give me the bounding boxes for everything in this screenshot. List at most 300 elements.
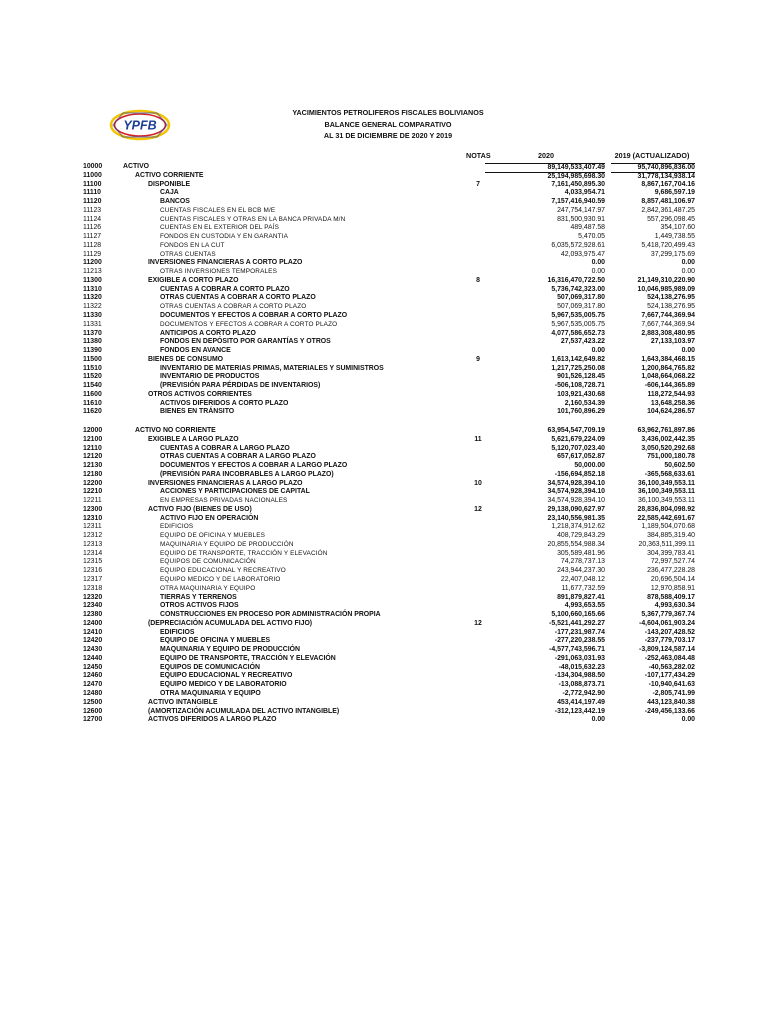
account-code: 11126 — [83, 224, 102, 232]
value-2019: -237,779,703.17 — [644, 637, 695, 645]
value-2019: -365,568,633.61 — [644, 470, 695, 478]
value-2019: 20,363,511,399.11 — [638, 540, 695, 548]
table-row — [83, 497, 695, 506]
account-description: FONDOS EN CUSTODIA Y EN GARANTIA — [160, 233, 289, 241]
value-2019: 36,100,349,553.11 — [637, 488, 695, 496]
account-description: FONDOS EN DEPÓSITO POR GARANTÍAS Y OTROS — [160, 338, 331, 346]
table-row — [83, 445, 695, 454]
account-description: CUENTAS EN EL EXTERIOR DEL PAÍS — [160, 224, 279, 232]
table-row — [83, 541, 695, 550]
account-description: EQUIPO DE TRANSPORTE, TRACCIÓN Y ELEVACIÓN — [160, 654, 336, 662]
account-code: 12420 — [83, 637, 103, 645]
value-2020: 901,526,128.45 — [557, 373, 605, 381]
table-spacer — [83, 417, 695, 427]
table-row — [83, 427, 695, 436]
account-description: (AMORTIZACIÓN ACUMULADA DEL ACTIVO INTANGIBLE) — [148, 707, 340, 715]
value-2019: -2,805,741.99 — [652, 689, 695, 697]
account-code: 12460 — [83, 672, 103, 680]
value-2019: 22,585,442,691.67 — [637, 514, 695, 522]
note-ref: 9 — [476, 355, 480, 363]
table-row — [83, 408, 695, 417]
account-code: 11300 — [83, 276, 102, 284]
account-description: INVENTARIO DE PRODUCTOS — [160, 373, 260, 381]
table-row — [83, 312, 695, 321]
account-code: 11320 — [83, 294, 102, 302]
col-header-notas: NOTAS — [466, 151, 491, 160]
account-description: OTRAS CUENTAS A COBRAR A LARGO PLAZO — [160, 453, 316, 461]
value-2020: 89,149,533,407.49 — [485, 163, 605, 173]
value-2020: -134,304,988.50 — [554, 672, 605, 680]
account-code: 11330 — [83, 312, 102, 320]
table-row — [83, 664, 695, 673]
value-2019: 31,778,134,938.14 — [611, 172, 695, 182]
value-2020: 23,140,556,981.35 — [547, 514, 605, 522]
value-2020: 891,879,827.41 — [557, 593, 605, 601]
col-header-2020: 2020 — [538, 151, 554, 160]
account-description: INVENTARIO DE MATERIAS PRIMAS, MATERIALES Y SUMINISTROS — [160, 364, 384, 372]
account-description: OTROS ACTIVOS CORRIENTES — [148, 390, 252, 398]
value-2019: 3,436,002,442.35 — [641, 435, 695, 443]
value-2019: -606,144,365.89 — [644, 382, 695, 390]
table-row — [83, 242, 695, 251]
account-code: 12318 — [83, 584, 103, 592]
value-2020: 4,993,653.55 — [564, 602, 605, 610]
account-code: 12600 — [83, 707, 103, 715]
value-2020: 4,033,954.71 — [564, 189, 605, 197]
account-description: EDIFICIOS — [160, 523, 194, 531]
table-row — [83, 347, 695, 356]
account-code: 12700 — [83, 716, 103, 724]
account-description: BIENES EN TRÁNSITO — [160, 408, 235, 416]
account-description: ACTIVOS DIFERIDOS A LARGO PLAZO — [148, 716, 277, 724]
account-code: 12500 — [83, 698, 103, 706]
account-code: 11310 — [83, 285, 102, 293]
value-2019: 524,138,276.95 — [647, 303, 695, 311]
company-name: YACIMIENTOS PETROLIFEROS FISCALES BOLIVIANOS — [292, 108, 484, 117]
account-code: 11620 — [83, 408, 102, 416]
value-2019: 384,885,319.40 — [647, 532, 695, 540]
value-2019: -107,177,434.29 — [644, 672, 695, 680]
account-description: CUENTAS A COBRAR A CORTO PLAZO — [160, 285, 290, 293]
value-2019: 50,602.50 — [664, 462, 695, 470]
value-2020: 5,967,535,005.75 — [551, 312, 605, 320]
account-code: 12130 — [83, 462, 103, 470]
value-2019: 8,857,481,106.97 — [641, 198, 695, 206]
table-row — [83, 471, 695, 480]
value-2019: 878,588,409.17 — [647, 593, 695, 601]
ypfb-logo — [109, 108, 171, 142]
account-description: MAQUINARIA Y EQUIPO DE PRODUCCIÓN — [160, 540, 294, 548]
account-code: 12300 — [83, 505, 103, 513]
account-description: EDIFICIOS — [160, 628, 195, 636]
account-description: (PREVISIÓN PARA INCOBRABLES A LARGO PLAZO) — [160, 470, 334, 478]
value-2020: 0.00 — [591, 259, 605, 267]
value-2019: 5,418,720,499.43 — [641, 241, 695, 249]
table-row — [83, 515, 695, 524]
account-code: 12480 — [83, 689, 103, 697]
table-row — [83, 207, 695, 216]
value-2019: 12,970,858.91 — [650, 584, 695, 592]
value-2020: 20,855,554,988.34 — [547, 540, 605, 548]
value-2019: 28,836,804,098.92 — [637, 505, 695, 513]
value-2019: 443,123,840.38 — [647, 698, 695, 706]
table-row — [83, 462, 695, 471]
table-row — [83, 558, 695, 567]
account-code: 11000 — [83, 171, 102, 179]
value-2019: 4,993,630.34 — [654, 602, 695, 610]
value-2020: 7,157,416,940.59 — [551, 198, 605, 206]
table-row — [83, 382, 695, 391]
table-row — [83, 172, 695, 181]
account-description: EQUIPO EDUCACIONAL Y RECREATIVO — [160, 672, 293, 680]
value-2019: 95,740,896,836.00 — [611, 163, 695, 173]
value-2019: -249,456,133.66 — [644, 707, 695, 715]
value-2019: -143,207,428.52 — [644, 628, 695, 636]
svg-text:YPFB: YPFB — [123, 118, 157, 133]
value-2020: -506,108,728.71 — [554, 382, 605, 390]
account-code: 11127 — [83, 233, 102, 241]
table-row — [83, 453, 695, 462]
account-description: ACTIVO FIJO EN OPERACIÓN — [160, 514, 259, 522]
table-row — [83, 506, 695, 515]
account-code: 12314 — [83, 549, 103, 557]
account-code: 11128 — [83, 241, 102, 249]
value-2019: 7,667,744,369.94 — [641, 312, 695, 320]
value-2020: 1,613,142,649.82 — [551, 355, 605, 363]
value-2020: 489,487.58 — [570, 224, 605, 232]
value-2020: 34,574,928,394.10 — [547, 497, 605, 505]
table-row — [83, 532, 695, 541]
account-code: 11540 — [83, 382, 102, 390]
account-description: ACTIVO CORRIENTE — [135, 171, 204, 179]
value-2020: -277,220,238.55 — [554, 637, 605, 645]
value-2019: 21,149,310,220.90 — [637, 276, 695, 284]
table-row — [83, 655, 695, 664]
value-2020: 305,589,481.96 — [557, 549, 605, 557]
account-code: 11120 — [83, 198, 102, 206]
account-code: 10000 — [83, 163, 103, 170]
account-description: OTRAS CUENTAS A COBRAR A CORTO PLAZO — [160, 303, 307, 311]
value-2020: 7,161,450,895.30 — [551, 180, 605, 188]
value-2019: 1,200,864,765.82 — [641, 364, 695, 372]
account-code: 12340 — [83, 602, 103, 610]
value-2019: 7,667,744,369.94 — [641, 320, 695, 328]
account-description: ACTIVO FIJO (BIENES DE USO) — [148, 505, 252, 513]
value-2019: 2,883,308,480.95 — [641, 329, 695, 337]
value-2020: -4,577,743,596.71 — [549, 646, 605, 654]
value-2020: -177,231,987.74 — [554, 628, 605, 636]
account-code: 12180 — [83, 470, 103, 478]
table-row — [83, 268, 695, 277]
report-date: AL 31 DE DICIEMBRE DE 2020 Y 2019 — [323, 131, 453, 140]
note-ref: 11 — [474, 435, 482, 443]
value-2019: 0.00 — [681, 259, 695, 267]
table-row — [83, 690, 695, 699]
table-row — [83, 303, 695, 312]
account-description: INVERSIONES FINANCIERAS A CORTO PLAZO — [148, 259, 303, 267]
table-row — [83, 699, 695, 708]
value-2020: -156,694,852.18 — [554, 470, 605, 478]
value-2019: 36,100,349,553.11 — [637, 479, 695, 487]
account-code: 12211 — [83, 497, 102, 505]
account-description: OTRA MAQUINARIA Y EQUIPO — [160, 584, 256, 592]
account-description: DOCUMENTOS Y EFECTOS A COBRAR A LARGO PLAZO — [160, 462, 348, 470]
account-code: 12320 — [83, 593, 103, 601]
account-description: EQUIPO DE OFICINA Y MUEBLES — [160, 532, 266, 540]
value-2020: -2,772,942.90 — [562, 689, 605, 697]
value-2020: 247,754,147.97 — [557, 206, 605, 214]
account-description: CAJA — [160, 189, 179, 197]
value-2019: 0.00 — [681, 347, 695, 355]
value-2019: -252,463,084.48 — [644, 654, 695, 662]
table-row — [83, 611, 695, 620]
account-description: BIENES DE CONSUMO — [148, 355, 224, 363]
value-2020: 1,218,374,912.62 — [551, 523, 605, 531]
account-description: OTRAS CUENTAS — [160, 250, 216, 258]
value-2019: 304,399,783.41 — [647, 549, 695, 557]
account-code: 11124 — [83, 215, 102, 223]
table-row — [83, 681, 695, 690]
balance-table — [83, 163, 695, 725]
account-description: DISPONIBLE — [148, 180, 191, 188]
note-ref: 10 — [474, 479, 482, 487]
value-2020: 5,470.05 — [578, 233, 605, 241]
table-row — [83, 198, 695, 207]
value-2020: 29,138,090,627.97 — [547, 505, 605, 513]
value-2020: 0.00 — [591, 716, 605, 724]
account-description: EQUIPO MEDICO Y DE LABORATORIO — [160, 576, 281, 584]
table-row — [83, 294, 695, 303]
value-2020: 5,967,535,005.75 — [551, 320, 605, 328]
value-2020: 657,617,052.87 — [557, 453, 605, 461]
value-2020: 2,160,534.39 — [564, 399, 605, 407]
account-code: 12316 — [83, 567, 103, 575]
table-row — [83, 356, 695, 365]
value-2019: 1,449,738.55 — [654, 233, 695, 241]
col-header-2019: 2019 (ACTUALIZADO) — [614, 151, 690, 160]
value-2020: 5,100,660,165.66 — [551, 611, 605, 619]
value-2020: -291,063,031.93 — [554, 654, 605, 662]
table-row — [83, 708, 695, 717]
value-2020: 831,500,930.91 — [557, 215, 605, 223]
account-code: 12313 — [83, 540, 103, 548]
value-2020: 63,954,547,709.19 — [547, 427, 605, 434]
account-code: 12100 — [83, 435, 103, 443]
value-2020: 34,574,928,394.10 — [547, 488, 605, 496]
account-description: TIERRAS Y TERRENOS — [160, 593, 237, 601]
table-row — [83, 189, 695, 198]
value-2020: 507,069,317.80 — [557, 294, 605, 302]
value-2019: 118,272,544.93 — [647, 390, 695, 398]
account-code: 12200 — [83, 479, 103, 487]
value-2019: 1,643,384,468.15 — [641, 355, 695, 363]
value-2019: -3,809,124,587.14 — [639, 646, 695, 654]
value-2020: -13,088,873.71 — [558, 681, 605, 689]
value-2019: 0.00 — [681, 716, 695, 724]
account-code: 12440 — [83, 654, 103, 662]
table-row — [83, 251, 695, 260]
table-row — [83, 338, 695, 347]
note-ref: 7 — [476, 180, 480, 188]
account-code: 11390 — [83, 347, 102, 355]
table-row — [83, 330, 695, 339]
account-description: INVERSIONES FINANCIERAS A LARGO PLAZO — [148, 479, 303, 487]
account-code: 11600 — [83, 390, 102, 398]
value-2019: 37,299,175.69 — [650, 250, 695, 258]
account-description: FONDOS EN LA CUT — [160, 241, 225, 249]
value-2019: 63,962,761,897.86 — [637, 427, 695, 434]
value-2020: 27,537,423.22 — [560, 338, 605, 346]
value-2020: 4,077,586,652.73 — [551, 329, 605, 337]
account-code: 11322 — [83, 303, 102, 311]
table-row — [83, 523, 695, 532]
note-ref: 12 — [474, 505, 482, 513]
value-2020: 6,035,572,928.61 — [551, 241, 605, 249]
value-2019: 0.00 — [681, 268, 695, 276]
value-2019: -10,940,641.63 — [648, 681, 695, 689]
value-2020: 5,621,679,224.09 — [551, 435, 605, 443]
value-2019: 1,048,664,068.22 — [641, 373, 695, 381]
value-2019: 36,100,349,553.11 — [638, 497, 695, 505]
account-description: EQUIPO MEDICO Y DE LABORATORIO — [160, 681, 287, 689]
value-2019: 8,867,167,704.16 — [641, 180, 695, 188]
table-row — [83, 629, 695, 638]
account-code: 12315 — [83, 558, 103, 566]
table-row — [83, 672, 695, 681]
account-description: ACTIVO NO CORRIENTE — [135, 427, 216, 434]
account-description: ANTICIPOS A CORTO PLAZO — [160, 329, 256, 337]
account-description: CUENTAS FISCALES Y OTRAS EN LA BANCA PRIVADA M/N — [160, 215, 346, 223]
account-code: 12450 — [83, 663, 103, 671]
table-row — [83, 259, 695, 268]
table-row — [83, 567, 695, 576]
account-code: 11100 — [83, 180, 102, 188]
report-title: BALANCE GENERAL COMPARATIVO — [324, 119, 452, 129]
account-description: ACCIONES Y PARTICIPACIONES DE CAPITAL — [160, 488, 310, 496]
account-description: OTROS ACTIVOS FIJOS — [160, 602, 239, 610]
account-description: OTRAS INVERSIONES TEMPORALES — [160, 268, 278, 276]
account-code: 12312 — [83, 532, 103, 540]
account-description: EXIGIBLE A LARGO PLAZO — [148, 435, 239, 443]
value-2020: 5,736,742,323.00 — [551, 285, 605, 293]
value-2019: 1,189,504,070.68 — [641, 523, 695, 531]
account-description: CONSTRUCCIONES EN PROCESO POR ADMINISTRACIÓN PROPIA — [160, 611, 381, 619]
value-2020: 11,677,732.59 — [561, 584, 605, 592]
value-2019: 104,624,286.57 — [647, 408, 695, 416]
note-ref: 8 — [476, 276, 480, 284]
account-description: EQUIPO DE TRANSPORTE, TRACCIÓN Y ELEVACIÓN — [160, 549, 328, 557]
value-2020: 25,194,985,698.30 — [485, 172, 605, 182]
table-row — [83, 321, 695, 330]
account-description: FONDOS EN AVANCE — [160, 347, 231, 355]
account-description: OTRA MAQUINARIA Y EQUIPO — [160, 689, 261, 697]
account-code: 11500 — [83, 355, 102, 363]
table-row — [83, 585, 695, 594]
value-2019: 557,296,098.45 — [647, 215, 695, 223]
table-row — [83, 391, 695, 400]
value-2019: 524,138,276.95 — [647, 294, 695, 302]
account-description: OTRAS CUENTAS A COBRAR A CORTO PLAZO — [160, 294, 316, 302]
account-description: EN EMPRESAS PRIVADAS NACIONALES — [160, 497, 288, 505]
account-description: (PREVISIÓN PARA PÉRDIDAS DE INVENTARIOS) — [160, 382, 321, 390]
account-description: MAQUINARIA Y EQUIPO DE PRODUCCIÓN — [160, 646, 300, 654]
value-2020: -5,521,441,292.27 — [549, 619, 605, 627]
value-2020: 101,760,896.29 — [557, 408, 605, 416]
table-row — [83, 373, 695, 382]
account-code: 12380 — [83, 611, 103, 619]
value-2020: 42,093,975.47 — [560, 250, 605, 258]
value-2020: 5,120,707,023.40 — [551, 444, 605, 452]
table-row — [83, 286, 695, 295]
table-row — [83, 181, 695, 190]
value-2020: 22,407,048.12 — [560, 576, 605, 584]
value-2019: 10,046,985,989.09 — [637, 285, 695, 293]
value-2020: 34,574,928,394.10 — [547, 479, 605, 487]
table-row — [83, 594, 695, 603]
account-code: 11510 — [83, 364, 102, 372]
table-row — [83, 233, 695, 242]
report-header — [250, 107, 526, 142]
account-description: BANCOS — [160, 198, 190, 206]
value-2020: 453,414,197.49 — [557, 698, 605, 706]
table-row — [83, 620, 695, 629]
table-row — [83, 436, 695, 445]
value-2020: 408,729,843.29 — [557, 532, 605, 540]
account-code: 11610 — [83, 399, 102, 407]
table-row — [83, 224, 695, 233]
value-2019: 236,477,228.28 — [647, 567, 695, 575]
account-description: EQUIPO DE OFICINA Y MUEBLES — [160, 637, 271, 645]
table-row — [83, 716, 695, 725]
value-2019: 72,997,527.74 — [650, 558, 695, 566]
account-code: 12410 — [83, 628, 103, 636]
account-code: 12000 — [83, 427, 103, 434]
table-row — [83, 480, 695, 489]
table-row — [83, 163, 695, 172]
value-2020: 103,921,430.68 — [557, 390, 605, 398]
account-code: 12470 — [83, 681, 103, 689]
account-description: EXIGIBLE A CORTO PLAZO — [148, 276, 239, 284]
account-code: 12400 — [83, 619, 103, 627]
value-2020: 0.00 — [591, 347, 605, 355]
value-2019: 751,000,180.78 — [647, 453, 695, 461]
value-2020: -312,123,442.19 — [554, 707, 605, 715]
account-description: CUENTAS A COBRAR A LARGO PLAZO — [160, 444, 290, 452]
account-code: 12120 — [83, 453, 103, 461]
table-row — [83, 576, 695, 585]
table-row — [83, 488, 695, 497]
value-2019: -4,604,061,903.24 — [639, 619, 695, 627]
value-2020: 16,316,470,722.50 — [547, 276, 605, 284]
value-2019: 5,367,779,367.74 — [641, 611, 695, 619]
value-2020: 507,069,317.80 — [557, 303, 605, 311]
value-2020: 50,000.00 — [574, 462, 605, 470]
account-description: EQUIPO EDUCACIONAL Y RECREATIVO — [160, 567, 286, 575]
account-description: EQUIPOS DE COMUNICACIÓN — [160, 663, 260, 671]
account-code: 11370 — [83, 329, 102, 337]
value-2020: 1,217,725,250.08 — [551, 364, 605, 372]
table-row — [83, 637, 695, 646]
value-2019: 354,107.60 — [660, 224, 695, 232]
table-row — [83, 365, 695, 374]
account-description: CUENTAS FISCALES EN EL BCB M/E — [160, 206, 276, 214]
account-description: DOCUMENTOS Y EFECTOS A COBRAR A CORTO PLAZO — [160, 312, 348, 320]
account-description: ACTIVO — [123, 163, 150, 170]
account-code: 12317 — [83, 576, 103, 584]
value-2019: 9,686,597.19 — [654, 189, 695, 197]
account-code: 11331 — [83, 320, 102, 328]
account-code: 11200 — [83, 259, 102, 267]
